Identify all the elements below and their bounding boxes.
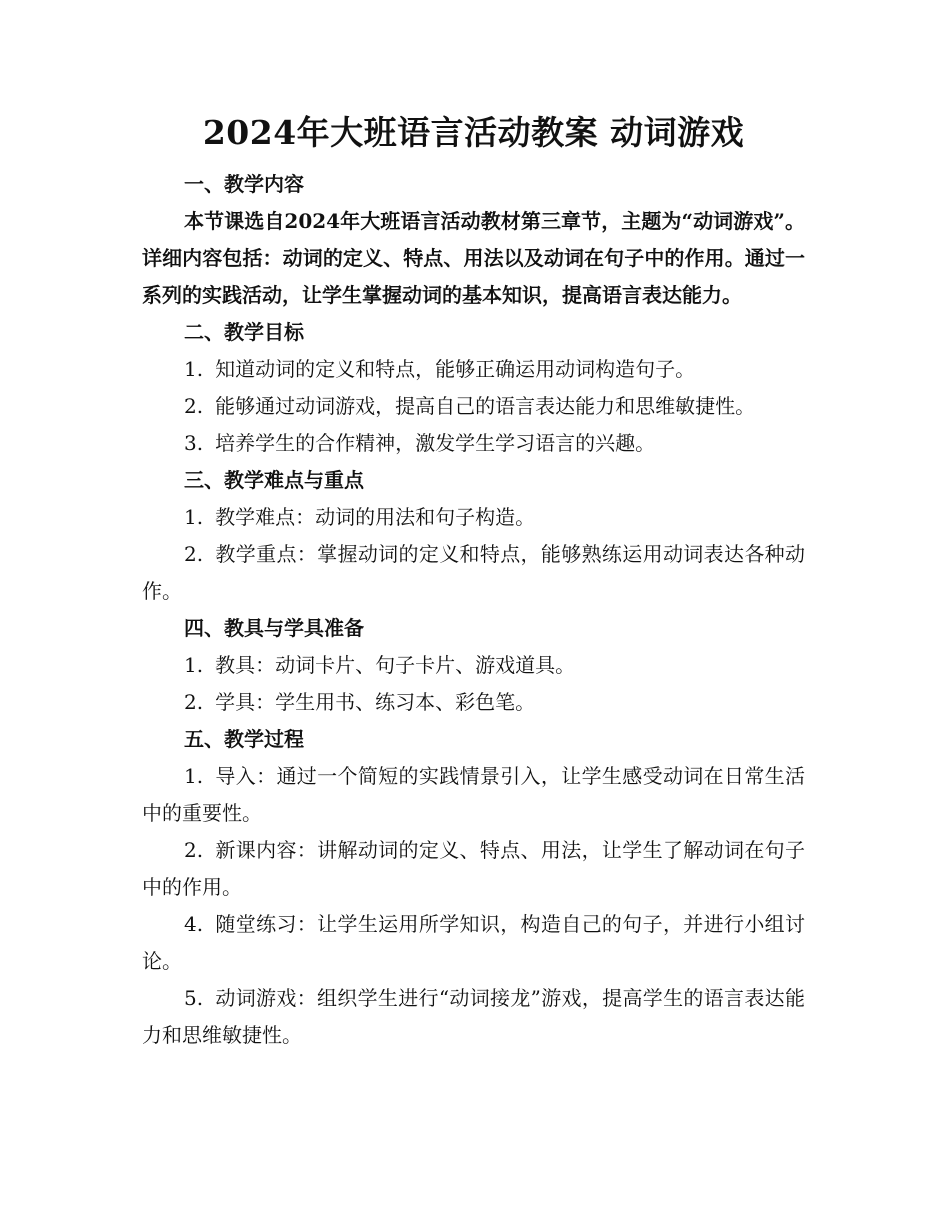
list-item (142, 684, 805, 721)
section-teaching-content (142, 166, 805, 314)
section-heading: 二、教学目标 (184, 320, 304, 344)
item-text: 随堂练习：让学生运用所学知识，构造自己的句子，并进行小组讨论。 (142, 912, 805, 973)
item-number: 5. (184, 986, 204, 1010)
item-text: 新课内容：讲解动词的定义、特点、用法，让学生了解动词在句子中的作用。 (142, 838, 805, 899)
section-teaching-goals (142, 314, 805, 462)
item-number: 2. (184, 838, 204, 862)
item-text: 能够通过动词游戏，提高自己的语言表达能力和思维敏捷性。 (215, 394, 756, 418)
section-heading: 三、教学难点与重点 (184, 468, 364, 492)
item-number: 1. (184, 505, 204, 529)
document-page (142, 110, 805, 1054)
item-number: 2. (184, 394, 204, 418)
list-item (142, 832, 805, 906)
list-item (142, 425, 805, 462)
section-heading: 四、教具与学具准备 (184, 616, 364, 640)
item-text: 培养学生的合作精神，激发学生学习语言的兴趣。 (215, 431, 656, 455)
section-heading: 一、教学内容 (184, 172, 304, 196)
item-number: 1. (184, 764, 204, 788)
item-number: 3. (184, 431, 204, 455)
list-item (142, 647, 805, 684)
item-text: 教具：动词卡片、句子卡片、游戏道具。 (215, 653, 576, 677)
section-teaching-process (142, 721, 805, 1054)
list-item (142, 536, 805, 610)
item-text: 教学重点：掌握动词的定义和特点，能够熟练运用动词表达各种动作。 (142, 542, 805, 603)
list-item (142, 499, 805, 536)
item-number: 2. (184, 542, 204, 566)
section-heading: 五、教学过程 (184, 727, 304, 751)
item-text: 学具：学生用书、练习本、彩色笔。 (215, 690, 536, 714)
item-text: 教学难点：动词的用法和句子构造。 (215, 505, 536, 529)
list-item (142, 906, 805, 980)
item-number: 2. (184, 690, 204, 714)
list-item (142, 758, 805, 832)
document-title: 2024年大班语言活动教案 动词游戏 (202, 113, 745, 152)
item-text: 知道动词的定义和特点，能够正确运用动词构造句子。 (215, 357, 696, 381)
section-paragraph: 本节课选自2024年大班语言活动教材第三章节，主题为“动词游戏”。详细内容包括：动词的定义、特点、用法以及动词在句子中的作用。通过一系列的实践活动，让学生掌握动词的基本知识，提高语言表达能力。 (142, 209, 805, 307)
section-difficulties-focus (142, 462, 805, 610)
list-item (142, 388, 805, 425)
list-item (142, 351, 805, 388)
section-materials (142, 610, 805, 721)
item-number: 1. (184, 653, 204, 677)
item-number: 4. (184, 912, 204, 936)
item-number: 1. (184, 357, 204, 381)
item-text: 动词游戏：组织学生进行“动词接龙”游戏，提高学生的语言表达能力和思维敏捷性。 (142, 986, 805, 1047)
list-item (142, 980, 805, 1054)
item-text: 导入：通过一个简短的实践情景引入，让学生感受动词在日常生活中的重要性。 (142, 764, 805, 825)
